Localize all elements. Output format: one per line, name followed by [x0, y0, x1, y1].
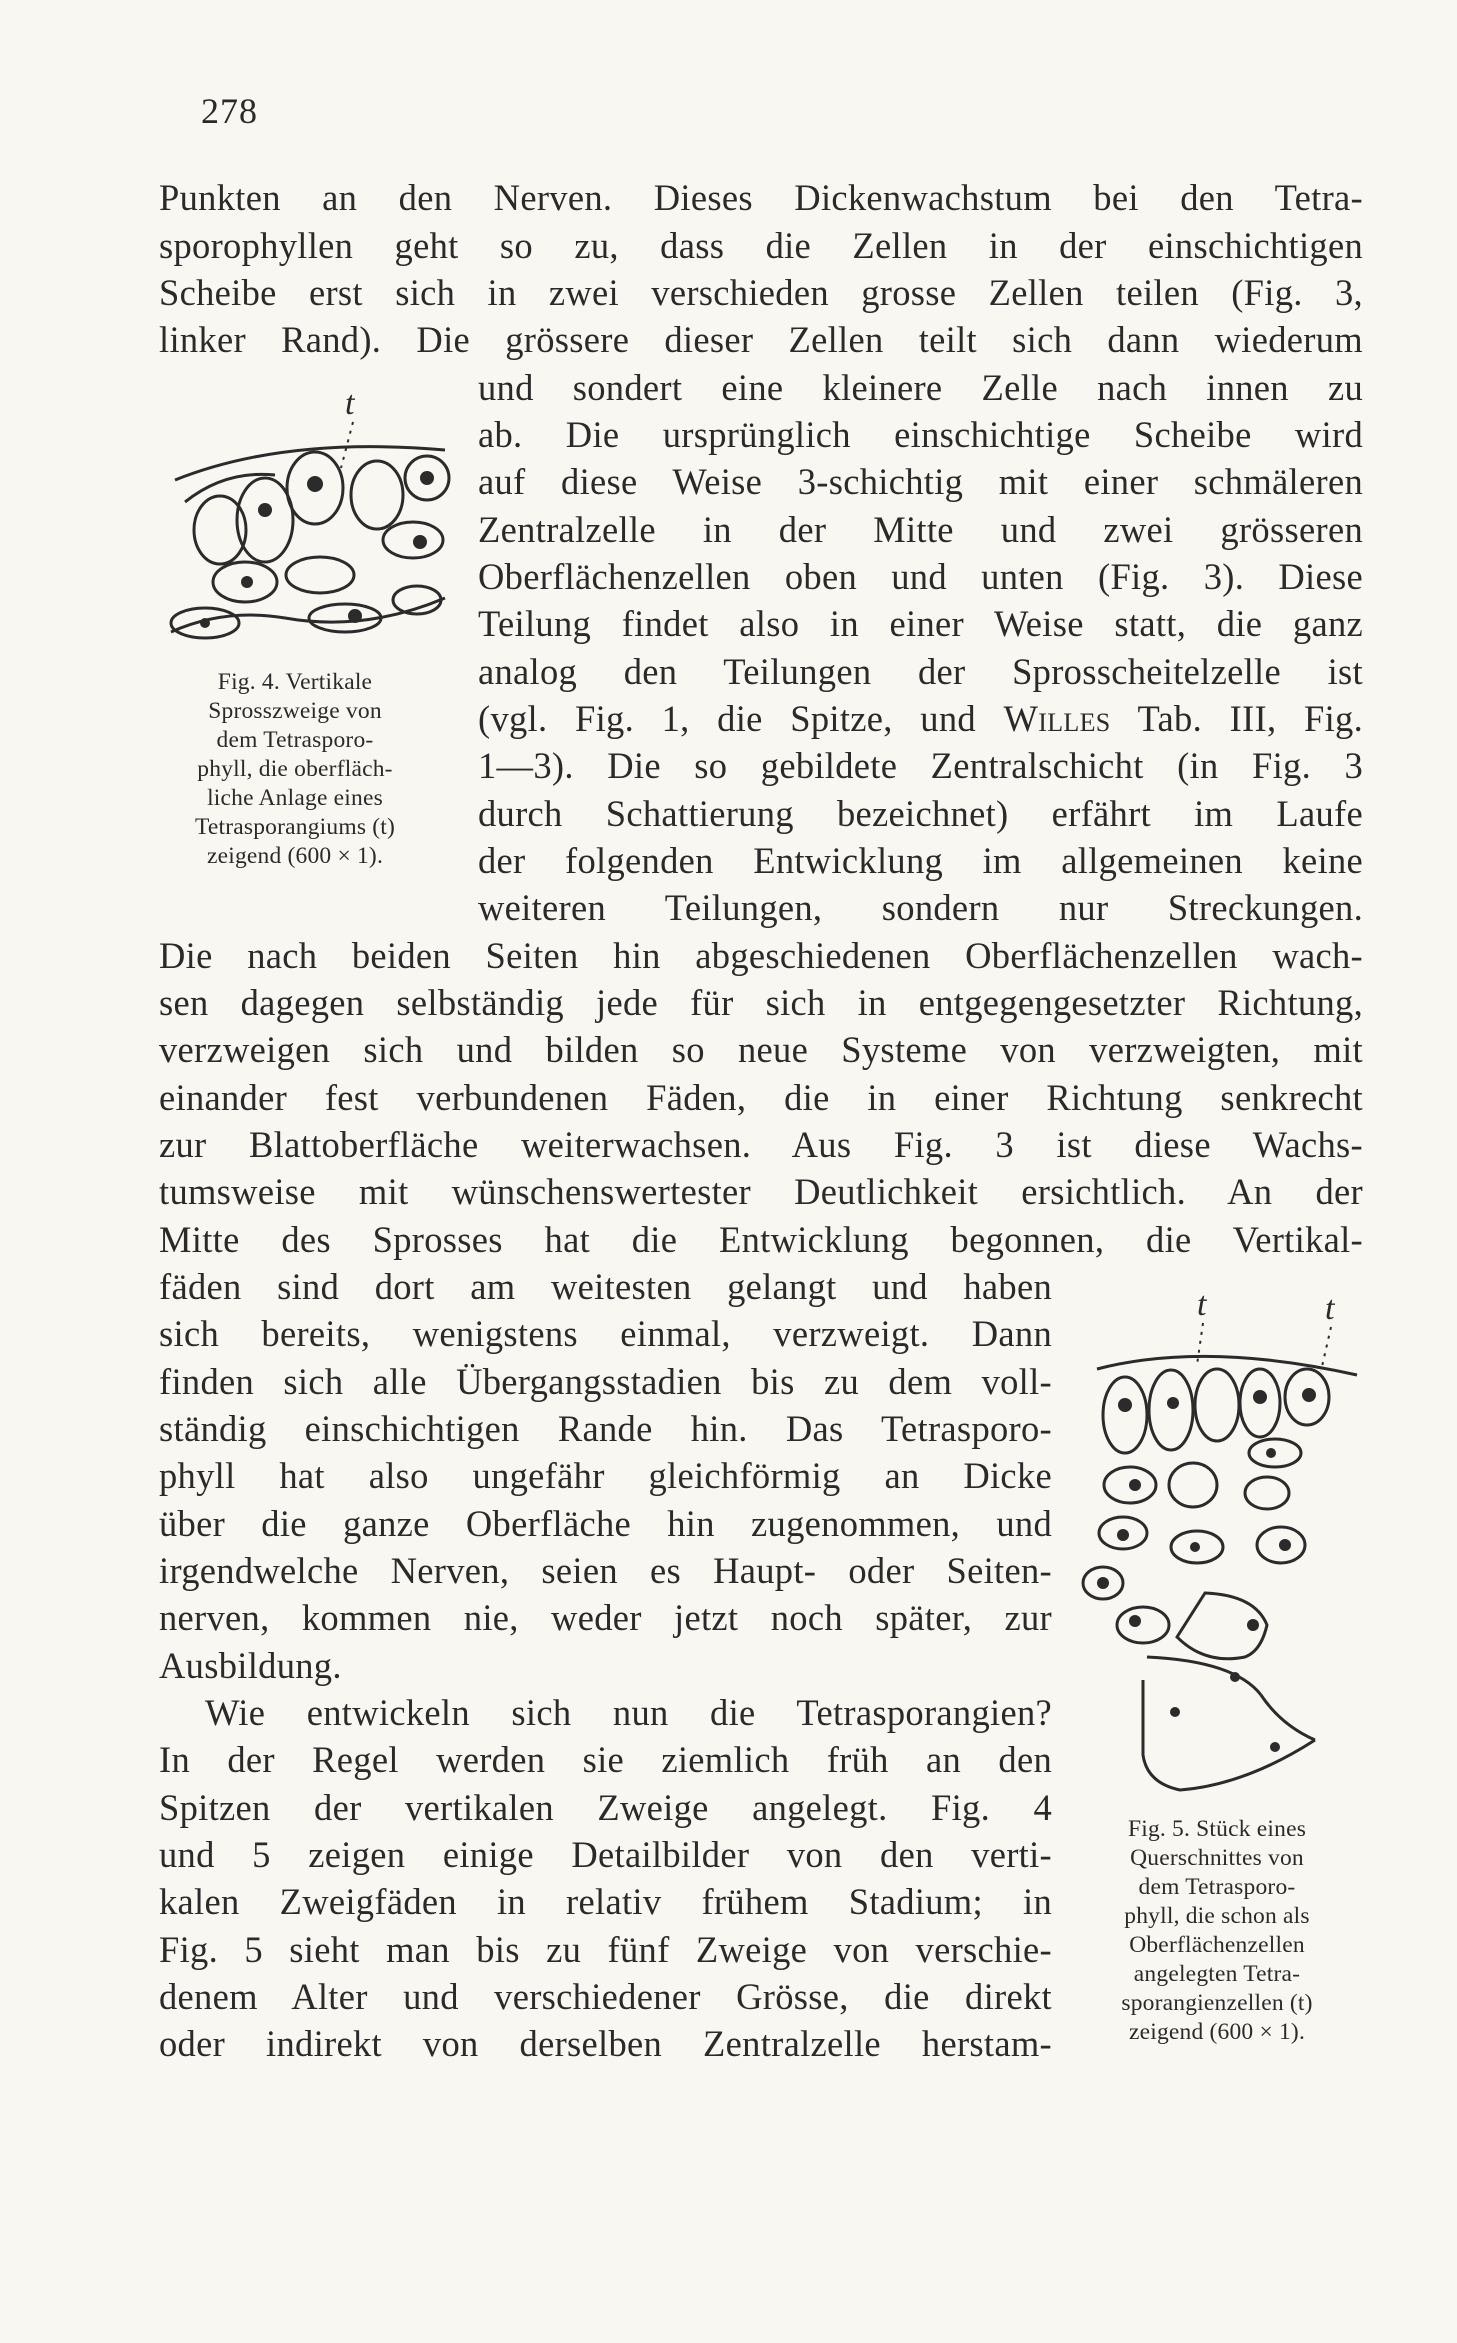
text-line: verzweigen sich und bilden so neue Systeme von verzweigten, mit [159, 1029, 1363, 1070]
fig5-nucleus [1247, 1619, 1259, 1631]
text-line: irgendwelche Nerven, seien es Haupt- oder Seiten- [159, 1550, 1052, 1591]
caption-line: Fig. 5. Stück eines [1127, 1816, 1307, 1842]
fig5-cell [1245, 1477, 1289, 1509]
text-line: denem Alter und verschiedener Grösse, die direkt [159, 1976, 1052, 2017]
fig5-nucleus [1266, 1448, 1276, 1458]
text-line: Spitzen der vertikalen Zweige angelegt. Fig. 4 [159, 1787, 1052, 1828]
fig4-nucleus [348, 609, 362, 623]
caption-line: zeigend (600 × 1). [1128, 2019, 1306, 2045]
text-line: Die nach beiden Seiten hin abgeschiedenen Oberflächenzellen wach- [159, 935, 1363, 976]
fig5-pointer-line [1321, 1327, 1331, 1371]
fig4-nucleus [241, 576, 253, 588]
text-fragment: (vgl. Fig. 1, die Spitze, und [478, 698, 1004, 739]
text-line: Ausbildung. [159, 1645, 342, 1686]
text-line: sich bereits, wenigstens einmal, verzweigt. Dann [159, 1313, 1052, 1354]
caption-line: sporangienzellen (t) [1121, 1990, 1313, 2016]
fig4-cell [351, 461, 403, 529]
text-line: einander fest verbundenen Fäden, die in einer Richtung senkrecht [159, 1077, 1363, 1118]
text-line-willes [478, 695, 1363, 743]
fig5-nucleus [1279, 1539, 1291, 1551]
fig5-cell [1103, 1377, 1147, 1453]
text-line: sporophyllen geht so zu, dass die Zellen in der einschichtigen [159, 225, 1363, 266]
fig4-cell [383, 522, 443, 558]
text-line: ständig einschichtigen Rande hin. Das Tetrasporo- [159, 1408, 1052, 1449]
fig5-outline [1147, 1657, 1261, 1695]
fig5-nucleus [1118, 1398, 1132, 1412]
caption-line: zeigend (600 × 1). [206, 843, 384, 869]
caption-line: phyll, die schon als [1124, 1903, 1310, 1929]
text-line: Zentralzelle in der Mitte und zwei grösseren [478, 509, 1363, 550]
caption-line: phyll, die oberfläch- [197, 756, 393, 782]
text-line: Mitte des Sprosses hat die Entwicklung begonnen, die Vertikal- [159, 1219, 1363, 1260]
fig5-nucleus [1230, 1672, 1240, 1682]
text-line: oder indirekt von derselben Zentralzelle herstam- [159, 2023, 1052, 2064]
text-line: Teilung findet also in einer Weise statt, die ganz [478, 603, 1363, 644]
text-line: nerven, kommen nie, weder jetzt noch später, zur [159, 1597, 1052, 1638]
text-line: und 5 zeigen einige Detailbilder von den verti- [159, 1834, 1052, 1875]
text-line: fäden sind dort am weitesten gelangt und haben [159, 1266, 1052, 1307]
fig4-outline [171, 598, 445, 632]
text-line: durch Schattierung bezeichnet) erfährt im Laufe [478, 793, 1363, 834]
text-line: linker Rand). Die grössere dieser Zellen teilt sich dann wiederum [159, 319, 1363, 360]
fig5-nucleus [1190, 1542, 1200, 1552]
fig5-nucleus [1129, 1479, 1141, 1491]
text-line: Scheibe erst sich in zwei verschieden grosse Zellen teilen (Fig. 3, [159, 272, 1363, 313]
figure-4-drawing [165, 370, 455, 640]
fig5-label-t2: t [1325, 1290, 1335, 1327]
fig4-nucleus [413, 535, 427, 549]
fig5-pointer-line [1197, 1323, 1203, 1365]
caption-line: dem Tetrasporo- [1138, 1874, 1296, 1900]
text-line: sen dagegen selbständig jede für sich in entgegengesetzter Richtung, [159, 982, 1363, 1023]
fig5-nucleus [1097, 1577, 1109, 1589]
fig5-outline [1143, 1680, 1315, 1790]
figure-4-caption [150, 668, 440, 871]
caption-line: Tetrasporangiums (t) [194, 814, 396, 840]
text-line: zur Blattoberfläche weiterwachsen. Aus Fig. 3 ist diese Wachs- [159, 1124, 1363, 1165]
fig5-cell [1149, 1370, 1193, 1450]
text-line: Fig. 5 sieht man bis zu fünf Zweige von verschie- [159, 1929, 1052, 1970]
text-line: analog den Teilungen der Sprosscheitelzelle ist [478, 651, 1363, 692]
figure-5-caption [1072, 1815, 1362, 2047]
fig4-label-t: t [345, 385, 355, 422]
fig4-nucleus [200, 618, 210, 628]
fig4-cell [286, 557, 354, 593]
fig4-pointer-line [341, 422, 353, 468]
text-line: ab. Die ursprünglich einschichtige Scheibe wird [478, 414, 1363, 455]
fig4-nucleus [258, 503, 272, 517]
caption-line: dem Tetrasporo- [216, 727, 374, 753]
text-line: 1—3). Die so gebildete Zentralschicht (in Fig. 3 [478, 745, 1363, 786]
fig5-nucleus [1302, 1388, 1316, 1402]
fig4-nucleus [307, 476, 323, 492]
text-line: finden sich alle Übergangsstadien bis zu dem voll- [159, 1361, 1052, 1402]
fig5-cell [1169, 1463, 1217, 1507]
fig5-nucleus [1129, 1615, 1141, 1627]
text-line: auf diese Weise 3-schichtig mit einer schmäleren [478, 461, 1363, 502]
caption-line: Sprosszweige von [208, 698, 382, 724]
fig5-cell [1195, 1369, 1239, 1441]
fig5-nucleus [1117, 1529, 1129, 1541]
caption-line: Oberflächenzellen [1129, 1932, 1305, 1958]
text-line: Wie entwickeln sich nun die Tetrasporangien? [205, 1692, 1052, 1733]
text-line: über die ganze Oberfläche hin zugenommen, und [159, 1503, 1052, 1544]
caption-line: Fig. 4. Vertikale [217, 669, 373, 695]
caption-line: liche Anlage eines [207, 785, 383, 811]
caption-line: Querschnittes von [1130, 1845, 1304, 1871]
text-line: der folgenden Entwicklung im allgemeinen keine [478, 840, 1363, 881]
text-line: kalen Zweigfäden in relativ frühem Stadium; in [159, 1881, 1052, 1922]
text-fragment: Tab. III, Fig. [1110, 698, 1363, 739]
text-line: und sondert eine kleinere Zelle nach innen zu [478, 367, 1363, 408]
author-name: Willes [1003, 698, 1111, 739]
text-line: In der Regel werden sie ziemlich früh an den [159, 1739, 1052, 1780]
fig5-nucleus [1170, 1707, 1180, 1717]
fig5-nucleus [1270, 1742, 1280, 1752]
text-line: Oberflächenzellen oben und unten (Fig. 3). Diese [478, 556, 1363, 597]
page-number: 278 [201, 91, 258, 131]
figure-5-drawing [1085, 1285, 1365, 1805]
text-line: tumsweise mit wünschenswertester Deutlichkeit ersichtlich. An der [159, 1171, 1363, 1212]
text-line: Punkten an den Nerven. Dieses Dickenwachstum bei den Tetra- [159, 177, 1363, 218]
caption-line: angelegten Tetra- [1133, 1961, 1301, 1987]
fig5-cell [1117, 1607, 1169, 1643]
text-line: phyll hat also ungefähr gleichförmig an Dicke [159, 1455, 1052, 1496]
fig5-label-t1: t [1197, 1286, 1207, 1323]
fig5-nucleus [1167, 1397, 1179, 1409]
text-line: weiteren Teilungen, sondern nur Streckungen. [478, 887, 1363, 928]
fig4-nucleus [420, 471, 434, 485]
fig5-nucleus [1253, 1390, 1267, 1404]
fig5-outline [1261, 1695, 1315, 1740]
